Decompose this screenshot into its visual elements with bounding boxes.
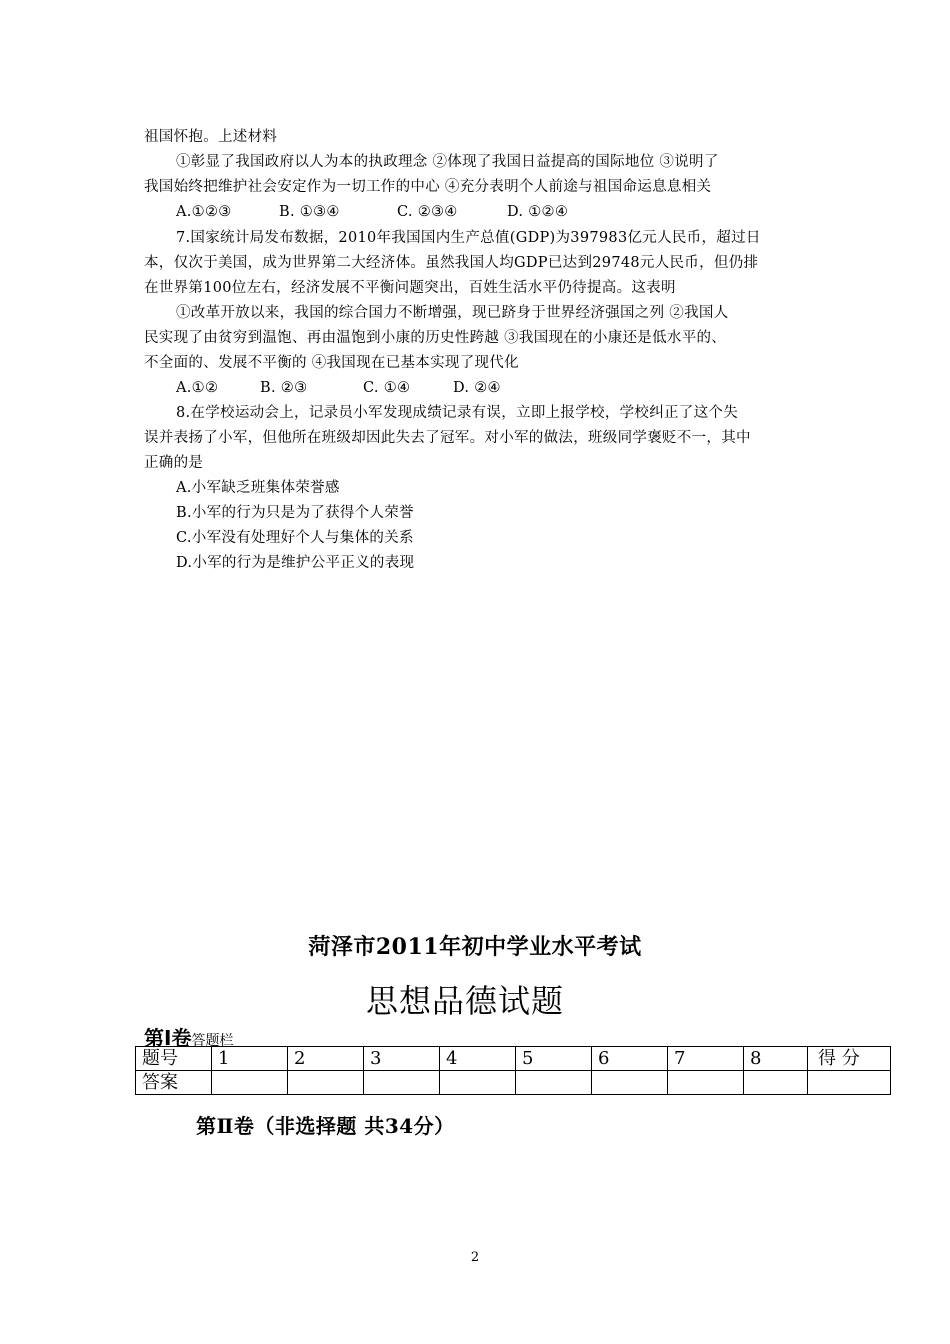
- q6-option-d: D. ①②④: [507, 204, 569, 220]
- score-header-cell: 得 分: [808, 1047, 891, 1071]
- q7-statements-3: 不全面的、发展不平衡的 ④我国现在已基本实现了现代化: [144, 355, 519, 371]
- answer-cell[interactable]: [592, 1071, 668, 1095]
- q6-tail: 祖国怀抱。上述材料: [144, 129, 278, 145]
- q6-option-c: C. ②③④: [397, 204, 458, 220]
- section-1-label: 第Ⅰ卷: [144, 1026, 192, 1050]
- q8-option-d: D.小军的行为是维护公平正义的表现: [176, 555, 415, 571]
- answer-cell[interactable]: [440, 1071, 516, 1095]
- q6-statements-1: ①彰显了我国政府以人为本的执政理念 ②体现了我国日益提高的国际地位 ③说明了: [176, 154, 719, 170]
- q7-option-a: A.①②: [176, 380, 219, 396]
- q8-line-2: 误并表扬了小军，但他所在班级却因此失去了冠军。对小军的做法，班级同学褒贬不一，其中: [144, 430, 751, 446]
- question-number-cell: 7: [668, 1047, 744, 1071]
- answer-cell[interactable]: [516, 1071, 592, 1095]
- q8-option-b: B.小军的行为只是为了获得个人荣誉: [176, 505, 414, 521]
- question-number-cell: 6: [592, 1047, 668, 1071]
- q7-options: [176, 378, 501, 398]
- q7-option-d: D. ②④: [453, 380, 501, 396]
- answer-table-number-row: [136, 1047, 891, 1071]
- q6-option-a: A.①②③: [176, 204, 232, 220]
- q8-option-a: A.小军缺乏班集体荣誉感: [176, 480, 340, 496]
- q7-line-1: 7.国家统计局发布数据，2010年我国国内生产总值(GDP)为397983亿元人民币，超过日: [176, 230, 761, 246]
- q8-line-3: 正确的是: [144, 455, 204, 471]
- section-1-sublabel: 答题栏: [191, 1033, 234, 1049]
- answer-cell[interactable]: [668, 1071, 744, 1095]
- subject-title: 思想品德试题: [365, 982, 564, 1020]
- question-number-cell: 1: [212, 1047, 288, 1071]
- score-cell[interactable]: [808, 1071, 891, 1095]
- answer-cell[interactable]: [744, 1071, 808, 1095]
- question-number-cell: 5: [516, 1047, 592, 1071]
- section-2-heading: 第Ⅱ卷（非选择题 共34分）: [196, 1114, 455, 1138]
- question-number-cell: 2: [288, 1047, 364, 1071]
- page-number: 2: [470, 1250, 480, 1265]
- answer-cell[interactable]: [288, 1071, 364, 1095]
- q7-line-2: 本，仅次于美国，成为世界第二大经济体。虽然我国人均GDP已达到29748元人民币，但仍排: [144, 255, 759, 271]
- answer-table: [135, 1046, 891, 1095]
- question-number-cell: 8: [744, 1047, 808, 1071]
- q7-line-3: 在世界第100位左右，经济发展不平衡问题突出，百姓生活水平仍待提高。这表明: [144, 280, 676, 296]
- q8-option-c: C.小军没有处理好个人与集体的关系: [176, 530, 414, 546]
- q6-statements-2: 我国始终把维护社会安定作为一切工作的中心 ④充分表明个人前途与祖国命运息息相关: [144, 179, 712, 195]
- q8-line-1: 8.在学校运动会上，记录员小军发现成绩记录有误，立即上报学校，学校纠正了这个失: [176, 405, 739, 421]
- q7-statements-1: ①改革开放以来，我国的综合国力不断增强，现已跻身于世界经济强国之列 ②我国人: [176, 305, 729, 321]
- row-header-question-number: 题号: [136, 1047, 212, 1071]
- question-number-cell: 3: [364, 1047, 440, 1071]
- answer-cell[interactable]: [364, 1071, 440, 1095]
- answer-cell[interactable]: [212, 1071, 288, 1095]
- question-number-cell: 4: [440, 1047, 516, 1071]
- q7-option-b: B. ②③: [260, 380, 308, 396]
- q7-statements-2: 民实现了由贫穷到温饱、再由温饱到小康的历史性跨越 ③我国现在的小康还是低水平的、: [144, 330, 727, 346]
- q6-option-b: B. ①③④: [279, 204, 340, 220]
- q7-option-c: C. ①④: [363, 380, 411, 396]
- q6-options: [176, 202, 568, 222]
- row-header-answer: 答案: [136, 1071, 212, 1095]
- exam-title: 菏泽市2011年初中学业水平考试: [308, 934, 642, 960]
- answer-table-answer-row: [136, 1071, 891, 1095]
